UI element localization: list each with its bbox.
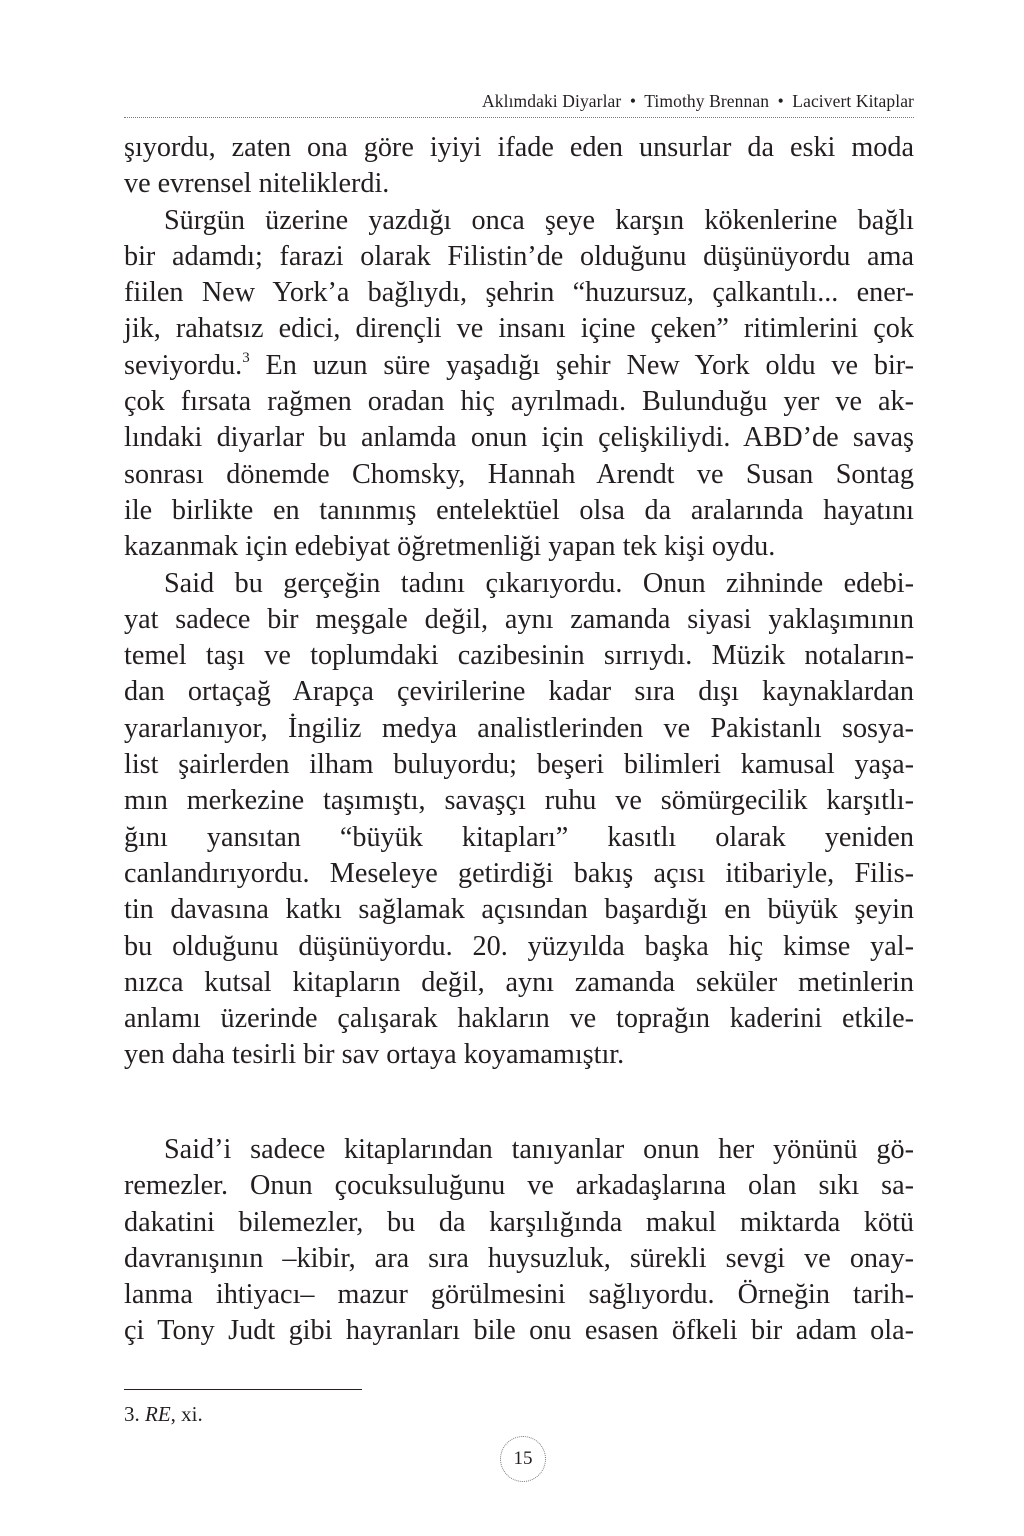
text-fragment: En uzun süre yaşadığı şehir New York oldu ve bir- — [249, 349, 914, 381]
text-line-with-footnote-ref — [124, 348, 914, 384]
text-line: yat sadece bir meşgale değil, aynı zamanda siyasi yaklaşımının — [124, 603, 914, 635]
running-header — [124, 90, 914, 112]
text-line: ğını yansıtan “büyük kitapları” kasıtlı olarak yeniden — [124, 821, 914, 853]
text-line: dan ortaçağ Arapça çevirilerine kadar sıra dışı kaynaklardan — [124, 676, 914, 708]
text-line: dakatini bilemezler, bu da karşılığında makul miktarda kötü — [124, 1206, 914, 1238]
text-line: sonrası dönemde Chomsky, Hannah Arendt ve Susan Sontag — [124, 458, 914, 490]
text-line: şıyordu, zaten ona göre iyiyi ifade eden unsurlar da eski moda — [124, 132, 914, 163]
text-line: bir adamdı; farazi olarak Filistin’de olduğunu düşünüyordu ama — [124, 240, 914, 272]
paragraph-4 — [124, 1132, 914, 1350]
header-publisher: Lacivert Kitaplar — [792, 91, 914, 111]
paragraph-3 — [124, 566, 914, 1074]
text-fragment: seviyordu. — [124, 349, 243, 381]
text-line: davranışının –kibir, ara sıra huysuzluk, sürekli sevgi ve onay- — [124, 1242, 914, 1274]
header-book-title: Aklımdaki Diyarlar — [482, 91, 622, 111]
paragraph-continued — [124, 130, 914, 203]
text-line: bu olduğunu düşünüyordu. 20. yüzyılda başka hiç kimse yal- — [124, 930, 914, 962]
footnote — [124, 1401, 203, 1427]
text-line: ve evrensel niteliklerdi. — [124, 168, 390, 200]
header-author: Timothy Brennan — [644, 91, 770, 111]
text-line: Sürgün üzerine yazdığı onca şeye karşın kökenlerine bağlı — [164, 204, 914, 236]
text-line: nızca kutsal kitapların değil, aynı zamanda seküler metinlerin — [124, 966, 914, 998]
text-line: mın merkezine taşımıştı, savaşçı ruhu ve sömürgecilik karşıtlı- — [124, 785, 914, 817]
text-line: çi Tony Judt gibi hayranları bile onu esasen öfkeli bir adam ola- — [124, 1315, 914, 1347]
text-line: yen daha tesirli bir sav ortaya koyamamıştır. — [124, 1039, 625, 1071]
text-line: Said bu gerçeğin tadını çıkarıyordu. Onun zihninde edebi- — [164, 567, 914, 599]
text-line: remezler. Onun çocuksuluğunu ve arkadaşlarına olan sıkı sa- — [124, 1170, 914, 1202]
footnote-number: 3. — [124, 1402, 140, 1426]
text-line: fiilen New York’a bağlıydı, şehrin “huzursuz, çalkantılı... ener- — [124, 277, 914, 309]
text-line: Said’i sadece kitaplarından tanıyanlar onun her yönünü gö- — [164, 1134, 914, 1165]
text-line: canlandırıyordu. Meseleye getirdiği bakış açısı itibariyle, Filis- — [124, 857, 914, 889]
text-line: temel taşı ve toplumdaki cazibesinin sırrıydı. Müzik notaların- — [124, 640, 914, 672]
text-line: lanma ihtiyacı– mazur görülmesini sağlıyordu. Örneğin tarih- — [124, 1279, 914, 1311]
header-dotted-rule — [124, 117, 914, 118]
paragraph-2 — [124, 203, 914, 566]
footnote-reference: 3 — [242, 349, 250, 366]
header-separator: • — [629, 91, 637, 111]
text-line: lındaki diyarlar bu anlamda onun için çelişkiliydi. ABD’de savaş — [124, 422, 914, 454]
header-separator: • — [777, 91, 784, 111]
footnote-separator-rule — [124, 1389, 362, 1390]
text-line: list şairlerden ilham buluyordu; beşeri bilimleri kamusal yaşa- — [124, 749, 914, 781]
text-line: ile birlikte en tanınmış entelektüel olsa da aralarında hayatını — [124, 494, 914, 526]
text-line: anlamı üzerinde çalışarak hakların ve toprağın kaderini etkile- — [124, 1003, 914, 1035]
text-line: çok fırsata rağmen oradan hiç ayrılmadı. Bulunduğu yer ve ak- — [124, 386, 914, 418]
text-line: yararlanıyor, İngiliz medya analistlerinden ve Pakistanlı sosya- — [124, 712, 914, 744]
text-line: tin davasına katkı sağlamak açısından başardığı en büyük şeyin — [124, 894, 914, 926]
text-line: jik, rahatsız edici, dirençli ve insanı içine çeken” ritimlerini çok — [124, 313, 914, 345]
text-line: kazanmak için edebiyat öğretmenliği yapan tek kişi oydu. — [124, 531, 776, 563]
footnote-rest: , xi. — [170, 1402, 203, 1426]
footnote-source: RE — [145, 1402, 171, 1426]
page-number: 15 — [500, 1436, 546, 1482]
